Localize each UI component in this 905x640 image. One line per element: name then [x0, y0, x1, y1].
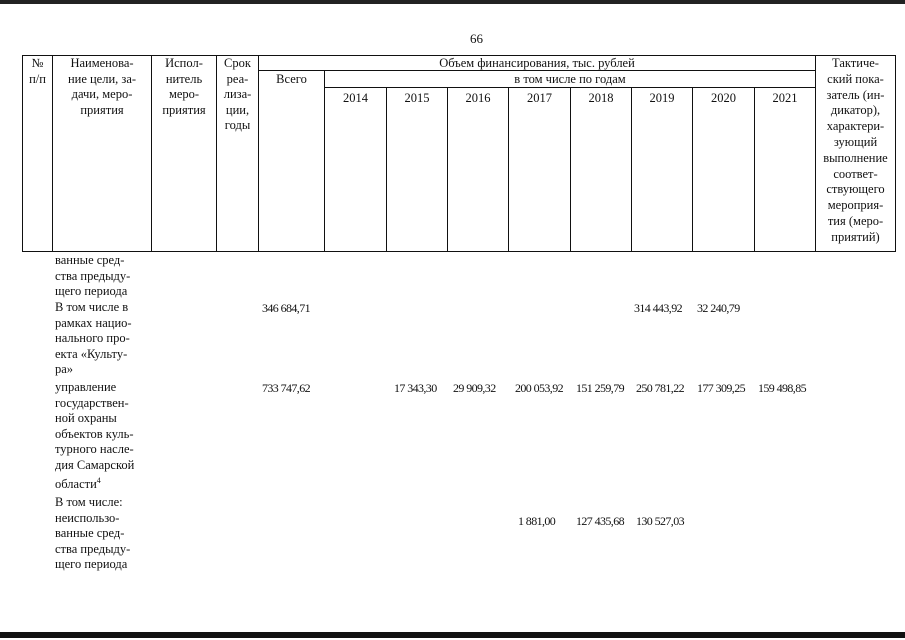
col-border — [895, 55, 896, 252]
row-value-2017: 200 053,92 — [515, 381, 564, 395]
scan-bottom-edge — [0, 632, 905, 638]
header-year: 2017 — [527, 91, 552, 105]
row-value-2019: 250 781,22 — [636, 381, 685, 395]
row-name: В том числе: неиспользо- ванные сред- ства предыду- щего периода — [55, 495, 131, 571]
header-col-term: Срок реа- лиза- ции, годы — [223, 56, 252, 132]
row-value-2019: 314 443,92 — [634, 301, 683, 315]
header-col-total: Всего — [276, 72, 307, 86]
row-value-2015: 17 343,30 — [394, 381, 437, 395]
page-number: 66 — [470, 31, 483, 46]
row-value-2018: 151 259,79 — [576, 381, 625, 395]
row-name — [55, 380, 165, 493]
header-col-name: Наименова- ние цели, за- дачи, меро- приятия — [67, 56, 137, 117]
col-border — [754, 87, 755, 252]
header-year: 2020 — [711, 91, 736, 105]
col-border — [692, 87, 693, 252]
row-value-2019: 130 527,03 — [636, 514, 685, 528]
row-name-text: управление государствен- ной охраны объектов куль- турного насле- дия Самарской области — [55, 380, 135, 492]
header-year: 2018 — [588, 91, 614, 105]
header-col-number: № п/п — [29, 56, 46, 86]
header-year: 2014 — [343, 91, 368, 105]
col-border — [570, 87, 571, 252]
row-value-2017: 1 881,00 — [518, 514, 556, 528]
scan-top-edge — [0, 0, 905, 4]
row-name: ванные сред- ства предыду- щего периода — [55, 253, 131, 298]
row-value-2020: 177 309,25 — [697, 381, 746, 395]
row-total: 346 684,71 — [262, 301, 311, 315]
col-border — [386, 87, 387, 252]
col-border — [508, 87, 509, 252]
header-year: 2019 — [649, 91, 675, 105]
header-year: 2015 — [404, 91, 430, 105]
row-value-2020: 32 240,79 — [697, 301, 740, 315]
header-col-indicator: Тактиче- ский пока- затель (ин- дикатор), характери- зующий выполнение соответ- ствующего мероприя- тия (меро- приятий) — [823, 56, 888, 244]
footnote-marker: 4 — [96, 476, 101, 485]
header-funding-title: Объем финансирования, тыс. рублей — [439, 56, 635, 70]
row-total: 733 747,62 — [262, 381, 311, 395]
header-col-executor: Испол- нитель меро- приятия — [162, 56, 206, 117]
col-border — [447, 87, 448, 252]
row-name: В том числе в рамках нацио- нального про- екта «Культу- ра» — [55, 300, 132, 376]
col-border — [631, 87, 632, 252]
header-by-years: в том числе по годам — [514, 72, 626, 86]
row-value-2018: 127 435,68 — [576, 514, 625, 528]
header-year: 2021 — [772, 91, 798, 105]
header-bottom-border — [22, 251, 896, 252]
row-value-2016: 29 909,32 — [453, 381, 496, 395]
header-year: 2016 — [465, 91, 491, 105]
row-value-2021: 159 498,85 — [758, 381, 807, 395]
